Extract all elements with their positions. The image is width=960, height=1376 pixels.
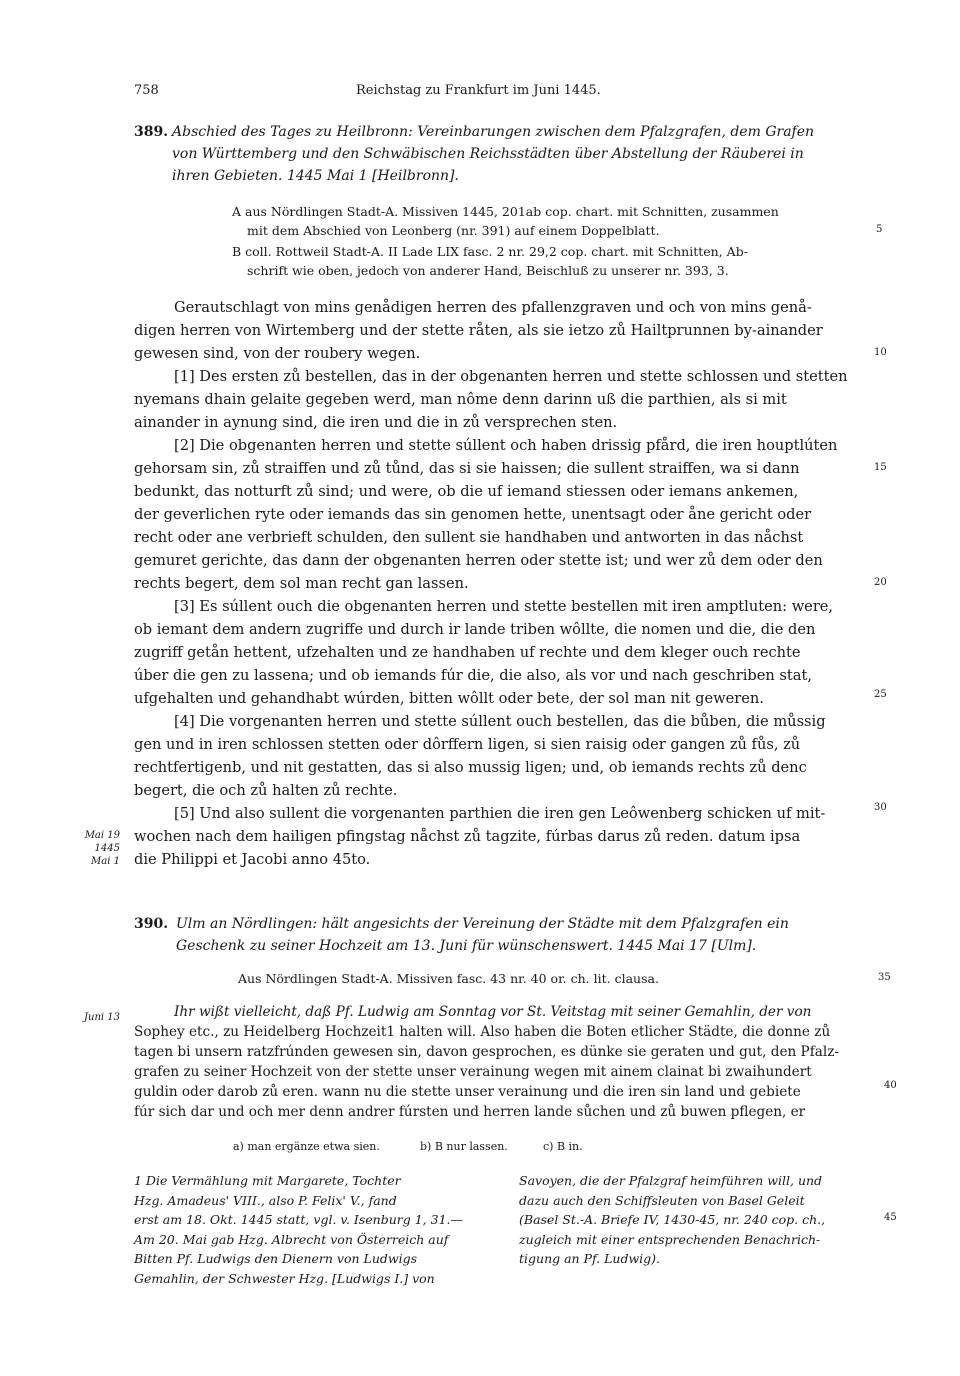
body-line: bedunkt, das notturft zů sind; und were, ob die uf iemand stiessen oder iemans ankemen, [134, 483, 799, 500]
body-line: begert, die och zů halten zů rechte. [134, 782, 398, 799]
body-line: fúr sich dar und och mer denn andrer fúrsten und herren lande sůchen und zů buwen pflegen, er [134, 1104, 806, 1120]
footnote-a: a) man ergänze etwa sien. [233, 1140, 380, 1153]
line-number: 10 [874, 347, 887, 358]
body-line: ufgehalten und gehandhabt wúrden, bitten wôllt oder bete, der sol man nit geweren. [134, 690, 764, 707]
line-number: 45 [884, 1212, 897, 1223]
body-line: grafen zu seiner Hochzeit von der stette unser verainung wegen mit ainem clainat bi zwaihundert [134, 1064, 812, 1080]
footnote-c: c) B in. [543, 1140, 583, 1153]
doc-389-source-b-line-1: B coll. Rottweil Stadt-A. II Lade LIX fasc. 2 nr. 29,2 cop. chart. mit Schnitten, Ab- [232, 244, 748, 259]
line-number: 15 [874, 462, 887, 473]
line-number: 20 [874, 577, 887, 588]
body-line: ainander in aynung sind, die iren und die in zů versprechen sten. [134, 414, 618, 431]
doc-389-title-line-1: Abschied des Tages zu Heilbronn: Vereinbarungen zwischen dem Pfalzgrafen, dem Grafen [172, 124, 815, 140]
footnote-1-left-column: 1 Die Vermählung mit Margarete, Tochter Hzg. Amadeus' VIII., also P. Felix' V., fand erst am 18. Okt. 1445 statt, vgl. v. Isenburg 1, 31.— Am 20. Mai gab Hzg. Albrecht von Österreich auf Bitten Pf. Ludwigs den Dienern von Ludwigs Gemahlin, der Schwester Hzg. [Ludwigs I.] von [134, 1173, 463, 1286]
body-line: die Philippi et Jacobi anno 45to. [134, 851, 371, 868]
footnote-b: b) B nur lassen. [420, 1140, 508, 1153]
body-line: gehorsam sin, zů straiffen und zů tůnd, das si sie haissen; die sullent straiffen, wa si dann [134, 460, 800, 477]
doc-389-title-line-3: ihren Gebieten. 1445 Mai 1 [Heilbronn]. [172, 168, 459, 184]
doc-389-source-a-line-1: A aus Nördlingen Stadt-A. Missiven 1445, 201ab cop. chart. mit Schnitten, zusammen [232, 204, 779, 219]
body-line: [3] Es súllent ouch die obgenanten herren und stette bestellen mit iren amptluten: were, [174, 598, 834, 615]
page-number: 758 [134, 83, 159, 98]
doc-390-number: 390. [134, 916, 169, 932]
running-title: Reichstag zu Frankfurt im Juni 1445. [356, 83, 601, 98]
body-line: zugriff getån hettent, ufzehalten und ze handhaben uf rechte und dem kleger ouch rechte [134, 644, 801, 661]
doc-389-body [134, 296, 866, 871]
doc-389-margin-date: Mai 19 1445 Mai 1 [84, 830, 120, 867]
body-line: [5] Und also sullent die vorgenanten parthien die iren gen Leôwenberg schicken uf mit- [174, 805, 826, 822]
line-number: 30 [874, 802, 887, 813]
line-number: 40 [884, 1080, 897, 1091]
doc-390-title-line-2: Geschenk zu seiner Hochzeit am 13. Juni für wünschenswert. 1445 Mai 17 [Ulm]. [176, 938, 757, 954]
body-line: gewesen sind, von der roubery wegen. [134, 345, 421, 362]
doc-389-source-a-line-2: mit dem Abschied von Leonberg (nr. 391) auf einem Doppelblatt. [247, 223, 660, 238]
body-line: [2] Die obgenanten herren und stette súllent och haben drissig pfård, die iren houptlúten [174, 437, 838, 454]
body-line: tagen bi unsern ratzfrúnden gewesen sin, davon gesprochen, es dünke sie geraten und gut, den Pfalz- [134, 1044, 839, 1060]
body-line: rechtfertigenb, und nit gestatten, das si also mussig ligen; und, ob iemands rechts zů denc [134, 759, 807, 776]
body-line: gen und in iren schlossen stetten oder dôrffern ligen, si sien raisig oder gangen zů fůs, zů [134, 736, 801, 753]
doc-390-title-line-1: Ulm an Nördlingen: hält angesichts der Vereinung der Städte mit dem Pfalzgrafen ein [176, 916, 789, 932]
body-line: Ihr wißt vielleicht, daß Pf. Ludwig am Sonntag vor St. Veitstag mit seiner Gemahlin, der von [174, 1004, 812, 1020]
doc-389-title-line-2: von Württemberg und den Schwäbischen Reichsstädten über Abstellung der Räuberei in [172, 146, 804, 162]
body-line: [1] Des ersten zů bestellen, das in der obgenanten herren und stette schlossen und stetten [174, 368, 848, 385]
line-number: 25 [874, 689, 887, 700]
doc-390-body [134, 1002, 866, 1122]
body-line: gemuret gerichte, das dann der obgenanten herren oder stette ist; und wer zů dem oder den [134, 552, 823, 569]
body-line: úber die gen zu lassena; und ob iemands fúr die, die also, als vor und nach geschriben stat, [134, 667, 812, 684]
line-number: 35 [878, 972, 891, 983]
body-line: nyemans dhain gelaite gegeben werd, man nôme denn darinn uß die parthien, als si mit [134, 391, 787, 408]
body-line: der geverlichen ryte oder iemands das sin genomen hette, unentsagt oder åne gericht oder [134, 506, 812, 523]
body-line: rechts begert, dem sol man recht gan lassen. [134, 575, 469, 592]
doc-390-margin-date: Juni 13 [84, 1012, 120, 1023]
doc-389-source-b-line-2: schrift wie oben, jedoch von anderer Hand, Beischluß zu unserer nr. 393, 3. [247, 263, 729, 278]
body-line: ob iemant dem andern zugriffe und durch ir lande triben wôllte, die nomen und die, die den [134, 621, 816, 638]
body-line: [4] Die vorgenanten herren und stette súllent ouch bestellen, das die bůben, die můssig [174, 713, 826, 730]
body-line: wochen nach dem hailigen pfingstag nåchst zů tagzite, fúrbas darus zů reden. datum ipsa [134, 828, 801, 845]
line-number: 5 [876, 224, 883, 235]
footnote-1-right-column: Savoyen, die der Pfalzgraf heimführen will, und dazu auch den Schiffsleuten von Basel Geleit (Basel St.-A. Briefe IV, 1430-45, nr. 240 cop. ch., zugleich mit einer entsprechenden Benachrich- tigung an Pf. Ludwig). [519, 1173, 826, 1266]
body-line: recht oder ane verbrieft schulden, den sullent sie handhaben und antworten in das nåchst [134, 529, 804, 546]
doc-389-number: 389. [134, 124, 169, 140]
body-line: guldin oder darob zů eren. wann nu die stette unser verainung und die iren sin land und gebiete [134, 1084, 801, 1100]
body-line: Gerautschlagt von mins genådigen herren des pfallenzgraven und och von mins genå- [174, 299, 812, 316]
body-line: digen herren von Wirtemberg und der stette råten, als sie ietzo zů Hailtprunnen by-ainander [134, 322, 823, 339]
body-line: Sophey etc., zu Heidelberg Hochzeit1 halten will. Also haben die Boten etlicher Städte, die donne zů [134, 1024, 831, 1040]
doc-390-source: Aus Nördlingen Stadt-A. Missiven fasc. 43 nr. 40 or. ch. lit. clausa. [238, 971, 659, 986]
